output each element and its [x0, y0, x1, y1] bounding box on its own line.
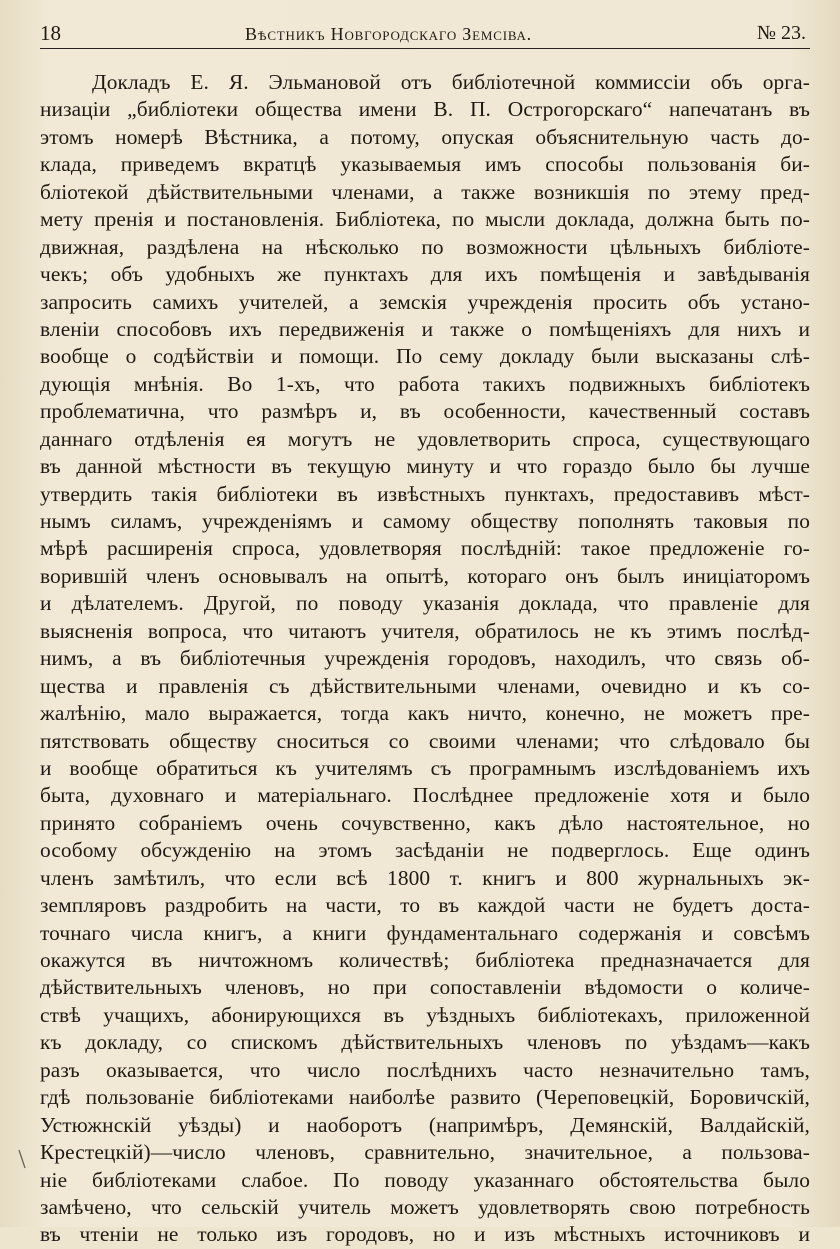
text-line: Крестецкій)—число членовъ, сравнительно, значительное, а пользова-	[40, 1140, 810, 1165]
text-line: ворившій членъ основывалъ на опытѣ, котораго онъ былъ иниціаторомъ	[40, 563, 810, 588]
text-line: дующія мнѣнія. Во 1-хъ, что работа такихъ подвижныхъ библіотекъ	[40, 371, 810, 396]
margin-pencil-mark	[17, 1148, 27, 1170]
text-line: мѣрѣ расширенія спроса, удовлетворяя послѣдній: такое предложеніе го-	[40, 536, 810, 561]
text-line: дѣйствительныхъ членовъ, но при сопоставленіи вѣдомости о количе-	[40, 975, 810, 1000]
text-line: мету пренія и постановленія. Библіотека, по мысли доклада, должна быть по-	[40, 207, 810, 232]
text-line: проблематична, что размѣръ и, въ особенности, качественный составъ	[40, 399, 810, 424]
text-line: въ чтеніи не только изъ городовъ, но и изъ мѣстныхъ источниковъ и	[40, 1222, 810, 1247]
page-number: 18	[40, 21, 61, 45]
text-line: разъ оказывается, что число послѣднихъ часто незначительно тамъ,	[40, 1057, 810, 1082]
text-line: низаціи „библіотеки общества имени В. П. Острогорскаго“ напечатанъ въ	[40, 97, 810, 122]
text-line: выясненія вопроса, что читаютъ учителя, обратилось не къ этимъ послѣд-	[40, 618, 810, 643]
text-line: принято собраніемъ очень сочувственно, какъ дѣло настоятельное, но	[40, 810, 810, 835]
text-line: и вообще обратиться къ учителямъ съ програмнымъ изслѣдованіемъ ихъ	[40, 755, 810, 780]
page-header	[40, 20, 810, 49]
text-line: быта, духовнаго и матеріальнаго. Послѣднее предложеніе хотя и было	[40, 783, 810, 808]
text-line: запросить самихъ учителей, а земскія учрежденія просить объ устано-	[40, 289, 810, 314]
text-line: жалѣнію, мало выражается, тогда какъ ничто, конечно, не можетъ пре-	[40, 701, 810, 726]
text-line: ствѣ учащихъ, абонирующихся въ уѣздныхъ библіотекахъ, приложенной	[40, 1002, 810, 1027]
text-line: замѣчено, что сельскій учитель можетъ удовлетворять свою потребность	[40, 1194, 810, 1219]
text-line: пятствовать обществу сноситься со своими членами; что слѣдовало бы	[40, 728, 810, 753]
text-line: бліотекой дѣйствительными членами, а также возникшія по этему пред-	[40, 179, 810, 204]
text-line: Докладъ Е. Я. Эльмановой отъ библіотечной коммиссіи объ орга-	[92, 70, 810, 94]
text-line: ніе библіотеками слабое. По поводу указаннаго обстоятельства было	[40, 1167, 810, 1192]
text-line: этомъ номерѣ Вѣстника, а потому, опуская объяснительную часть до-	[40, 124, 810, 149]
text-line: утвердить такія библіотеки въ извѣстныхъ пунктахъ, предоставивъ мѣст-	[40, 481, 810, 506]
issue-number: № 23.	[756, 22, 806, 44]
text-line: къ докладу, со спискомъ дѣйствительныхъ членовъ по уѣздамъ—какъ	[40, 1030, 810, 1055]
text-line: членъ замѣтилъ, что если всѣ 1800 т. книгъ и 800 журнальныхъ эк-	[40, 865, 810, 890]
text-line: нымъ силамъ, учрежденіямъ и самому обществу пополнять таковыя по	[40, 509, 810, 533]
text-line: нимъ, а въ библіотечныя учрежденія городовъ, находилъ, что связь об-	[40, 646, 810, 671]
text-line: щества и правленія съ дѣйствительными членами, очевидно и къ со-	[40, 673, 810, 698]
text-line: клада, приведемъ вкратцѣ указываемыя имъ способы пользованія би-	[40, 152, 810, 177]
text-line: земпляровъ раздробить на части, то въ каждой части не будетъ доста-	[40, 893, 810, 918]
text-line: въ данной мѣстности въ текущую минуту и что гораздо было бы лучше	[40, 454, 810, 479]
text-line: и дѣлателемъ. Другой, по поводу указанія доклада, что правленіе для	[40, 591, 810, 616]
text-line: вленіи способовъ ихъ передвиженія и также о помѣщеніяхъ для нихъ и	[40, 316, 810, 341]
text-line: вообще о содѣйствіи и помощи. По сему докладу были высказаны слѣ-	[40, 344, 810, 369]
text-line: особому обсужденію на этомъ засѣданіи не подверглось. Еще одинъ	[40, 838, 810, 863]
text-line: окажутся въ ничтожномъ количествѣ; библіотека предназначается для	[40, 948, 810, 972]
text-line: даннаго отдѣленія ея могутъ не удовлетворить спроса, существующаго	[40, 426, 810, 451]
text-line: движная, раздѣлена на нѣсколько по возможности цѣльныхъ библіоте-	[40, 234, 810, 259]
text-line: точнаго числа книгъ, а книги фундаментальнаго содержанія и совсѣмъ	[40, 920, 810, 945]
article-body	[40, 69, 810, 1249]
text-line: чекъ; объ удобныхъ же пунктахъ для ихъ помѣщенія и завѣдыванія	[40, 262, 810, 287]
text-line: гдѣ пользованіе библіотеками наиболѣе развито (Череповецкій, Боровичскій,	[40, 1085, 810, 1110]
text-line: Устюжнскій уѣзды) и наоборотъ (напримѣръ, Демянскій, Валдайскій,	[40, 1112, 810, 1137]
running-title: Вѣстникъ Новгородскаго Земсіва.	[245, 24, 532, 44]
